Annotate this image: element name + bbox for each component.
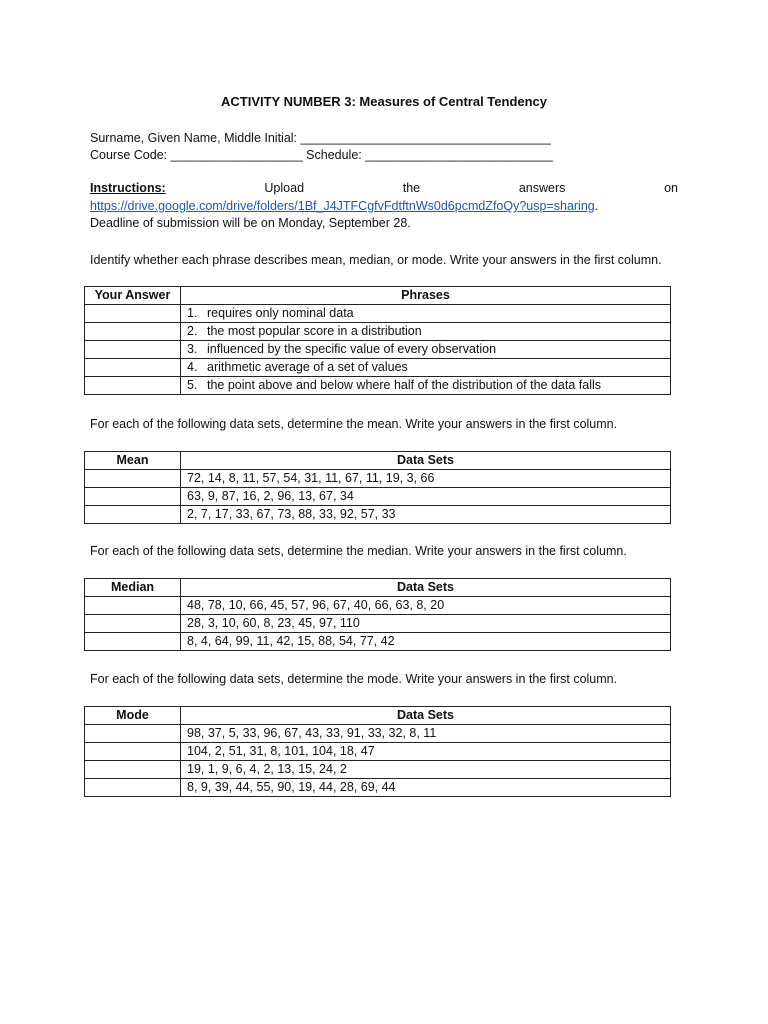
name-field-line: Surname, Given Name, Middle Initial: ____________________________________ (90, 131, 551, 145)
header-data-sets: Data Sets (181, 452, 671, 470)
instr-word: answers (518, 181, 566, 195)
answer-cell[interactable] (85, 377, 181, 395)
table-row (85, 761, 671, 779)
phrase-text: the most popular score in a distribution (207, 324, 422, 338)
header-your-answer: Your Answer (85, 287, 181, 305)
upload-link[interactable]: https://drive.google.com/drive/folders/1Bf_J4JTFCgfvFdtftnWs0d6pcmdZfoQy?usp=sharing (90, 199, 595, 213)
phrase-text: influenced by the specific value of every observation (207, 342, 497, 356)
table-header-row (85, 287, 671, 305)
phrase-text: requires only nominal data (207, 306, 354, 320)
answer-cell[interactable] (85, 341, 181, 359)
phrase-cell (181, 377, 671, 395)
header-mean: Mean (85, 452, 181, 470)
answer-cell[interactable] (85, 597, 181, 615)
data-set-cell: 2, 7, 17, 33, 67, 73, 88, 33, 92, 57, 33 (181, 506, 671, 524)
answer-cell[interactable] (85, 633, 181, 651)
data-set-cell: 8, 4, 64, 99, 11, 42, 15, 88, 54, 77, 42 (181, 633, 671, 651)
answer-cell[interactable] (85, 305, 181, 323)
deadline-text: Deadline of submission will be on Monday, September 28. (90, 216, 411, 230)
data-set-cell: 63, 9, 87, 16, 2, 96, 13, 67, 34 (181, 488, 671, 506)
phrase-cell (181, 305, 671, 323)
data-set-cell: 19, 1, 9, 6, 4, 2, 13, 15, 24, 2 (181, 761, 671, 779)
data-set-cell: 8, 9, 39, 44, 55, 90, 19, 44, 28, 69, 44 (181, 779, 671, 797)
phrase-text: the point above and below where half of the distribution of the data falls (207, 378, 602, 392)
answer-cell[interactable] (85, 761, 181, 779)
phrase-cell (181, 341, 671, 359)
table-row (85, 725, 671, 743)
table-row (85, 323, 671, 341)
item-number: 5. (187, 378, 198, 392)
table-row (85, 305, 671, 323)
instr-word: on (664, 181, 678, 195)
phrases-table (84, 286, 671, 395)
answer-cell[interactable] (85, 323, 181, 341)
table-row (85, 359, 671, 377)
table-header-row (85, 707, 671, 725)
phrase-cell (181, 323, 671, 341)
answer-cell[interactable] (85, 725, 181, 743)
table-row (85, 597, 671, 615)
table-row (85, 470, 671, 488)
table-header-row (85, 579, 671, 597)
data-set-cell: 104, 2, 51, 31, 8, 101, 104, 18, 47 (181, 743, 671, 761)
header-data-sets: Data Sets (181, 707, 671, 725)
table-row (85, 633, 671, 651)
page-title: ACTIVITY NUMBER 3: Measures of Central Tendency (220, 94, 548, 109)
data-set-cell: 48, 78, 10, 66, 45, 57, 96, 67, 40, 66, 63, 8, 20 (181, 597, 671, 615)
upload-link-line (90, 199, 598, 213)
mean-table (84, 451, 671, 524)
item-number: 4. (187, 360, 198, 374)
instructions-label: Instructions: (90, 181, 166, 195)
answer-cell[interactable] (85, 359, 181, 377)
median-table (84, 578, 671, 651)
answer-cell[interactable] (85, 506, 181, 524)
table-row (85, 488, 671, 506)
data-set-cell: 98, 37, 5, 33, 96, 67, 43, 33, 91, 33, 32, 8, 11 (181, 725, 671, 743)
data-set-cell: 28, 3, 10, 60, 8, 23, 45, 97, 110 (181, 615, 671, 633)
link-suffix: . (594, 199, 599, 213)
answer-cell[interactable] (85, 470, 181, 488)
answer-cell[interactable] (85, 743, 181, 761)
instr-word: the (402, 181, 421, 195)
section2-prompt: For each of the following data sets, determine the mean. Write your answers in the first column. (90, 417, 618, 431)
answer-cell[interactable] (85, 779, 181, 797)
answer-cell[interactable] (85, 488, 181, 506)
section4-prompt: For each of the following data sets, determine the mode. Write your answers in the first column. (90, 672, 618, 686)
item-number: 2. (187, 324, 198, 338)
header-mode: Mode (85, 707, 181, 725)
section3-prompt: For each of the following data sets, determine the median. Write your answers in the first column. (90, 544, 627, 558)
phrase-text: arithmetic average of a set of values (207, 360, 408, 374)
answer-cell[interactable] (85, 615, 181, 633)
table-row (85, 506, 671, 524)
header-median: Median (85, 579, 181, 597)
mode-table (84, 706, 671, 797)
instructions-row (90, 181, 678, 195)
item-number: 1. (187, 306, 198, 320)
table-row (85, 779, 671, 797)
table-row (85, 743, 671, 761)
table-header-row (85, 452, 671, 470)
course-schedule-line: Course Code: ___________________ Schedule: ___________________________ (90, 148, 553, 162)
phrase-cell (181, 359, 671, 377)
item-number: 3. (187, 342, 198, 356)
table-row (85, 615, 671, 633)
data-set-cell: 72, 14, 8, 11, 57, 54, 31, 11, 67, 11, 19, 3, 66 (181, 470, 671, 488)
section1-prompt: Identify whether each phrase describes mean, median, or mode. Write your answers in the first column. (90, 253, 662, 267)
table-row (85, 377, 671, 395)
header-data-sets: Data Sets (181, 579, 671, 597)
instr-word: Upload (264, 181, 305, 195)
header-phrases: Phrases (181, 287, 671, 305)
table-row (85, 341, 671, 359)
